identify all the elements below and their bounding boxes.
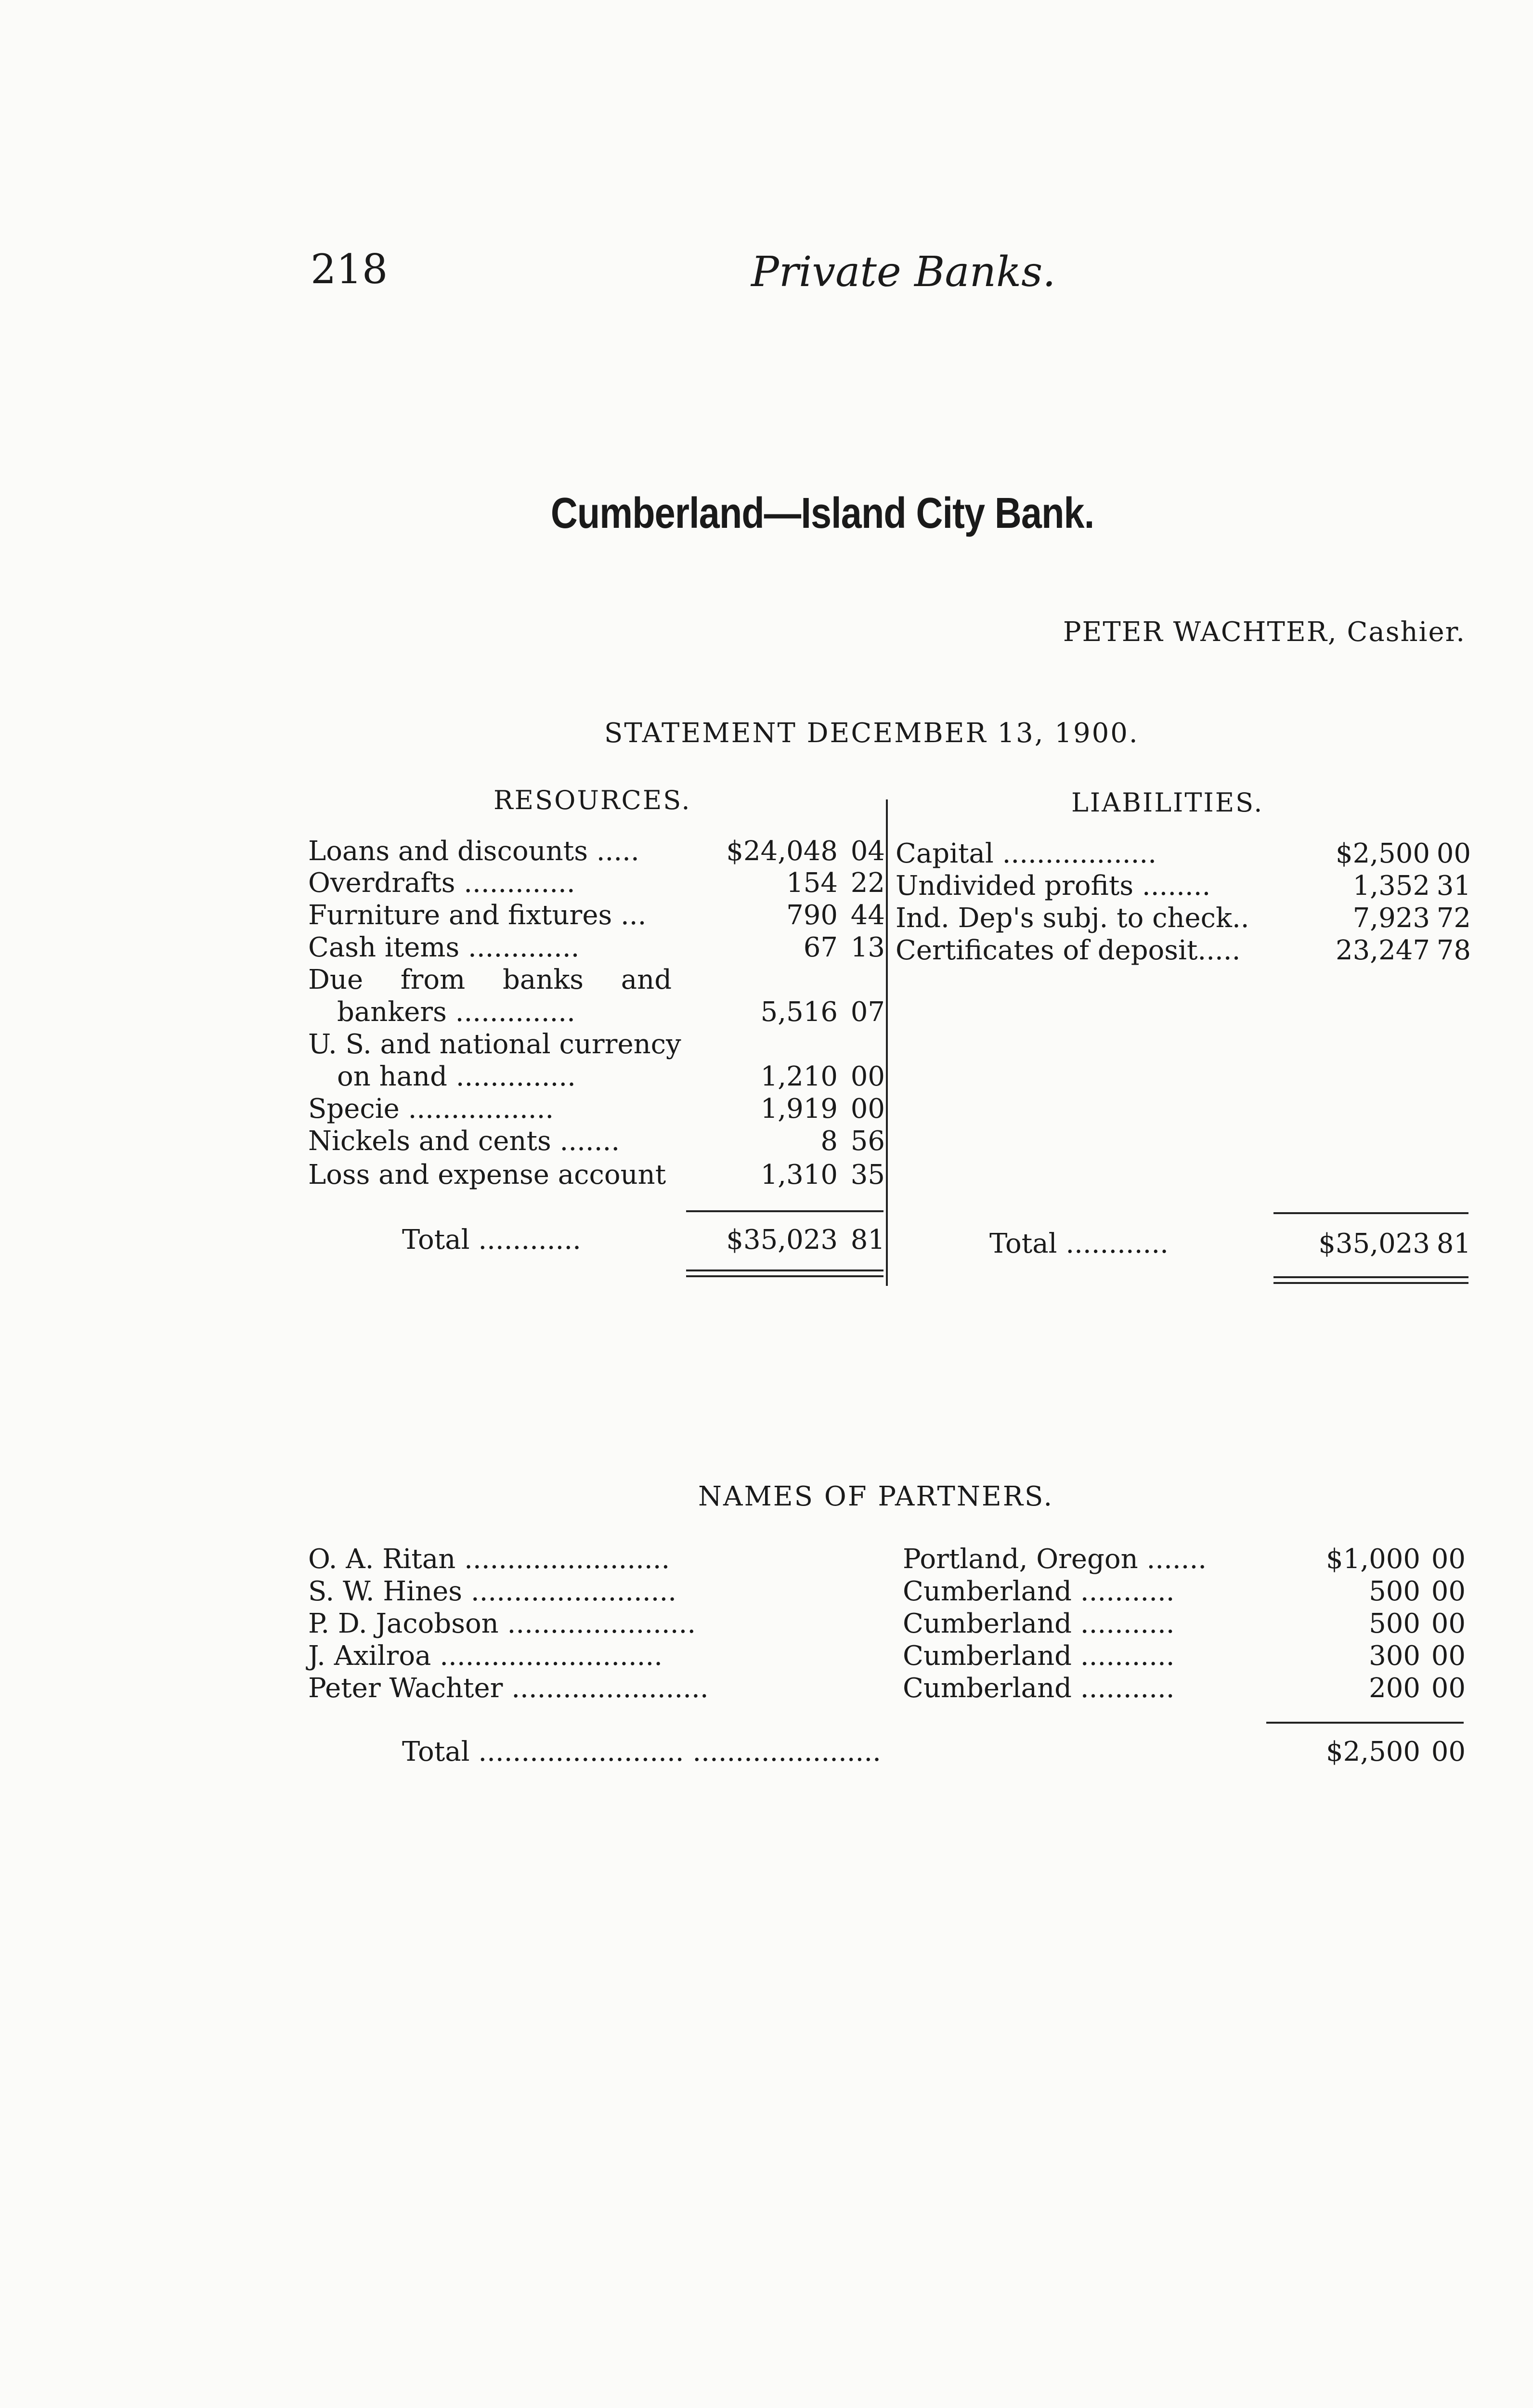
column-divider [886,799,888,1286]
row-dollars: 154 [786,867,838,899]
row-dollars: $2,500 [1336,838,1430,869]
row-cents: 07 [850,996,885,1028]
partner-name: J. Axilroa .......................... [308,1640,663,1672]
row-label: Undivided profits ........ [896,870,1211,902]
row-cents: 72 [1436,903,1471,934]
total-dollars: $35,023 [1318,1228,1430,1259]
row-cents: 56 [850,1125,885,1157]
partner-city: Cumberland ........... [903,1673,1175,1704]
row-dollars: 1,210 [760,1061,838,1092]
row-cents: 00 [1436,838,1471,869]
row-dollars: 1,310 [760,1159,838,1191]
row-label: Ind. Dep's subj. to check.. [896,903,1249,934]
row-cents: 22 [850,867,885,899]
row-dollars: 790 [786,900,838,931]
resources-double-rule-bottom [686,1275,883,1277]
partners-total-rule [1266,1722,1464,1724]
partner-name: Peter Wachter ....................... [308,1673,709,1704]
total-dollars: $35,023 [726,1224,838,1256]
row-label: on hand .............. [337,1061,576,1092]
total-dollars: $2,500 [1326,1736,1420,1767]
partner-cents: 00 [1431,1576,1466,1607]
total-cents: 00 [1431,1736,1466,1767]
row-dollars: 23,247 [1336,935,1430,966]
liabilities-total-rule [1273,1212,1468,1214]
bank-title: Cumberland—Island City Bank. [550,489,1094,537]
partner-cents: 00 [1431,1640,1466,1672]
partner-city: Cumberland ........... [903,1640,1175,1672]
partner-cents: 00 [1431,1544,1466,1575]
partner-cents: 00 [1431,1608,1466,1639]
row-dollars: 1,919 [760,1093,838,1125]
row-label: bankers .............. [337,996,575,1028]
total-label: Total ............ [402,1224,581,1256]
row-label: Capital .................. [896,838,1157,869]
partner-name: O. A. Ritan ........................ [308,1544,670,1575]
running-head: Private Banks. [751,248,1056,296]
row-dollars: 67 [803,932,838,963]
row-label: Specie ................. [308,1093,554,1125]
partner-city: Cumberland ........... [903,1608,1175,1639]
row-cents: 04 [850,836,885,867]
row-label: Certificates of deposit..... [896,935,1241,966]
row-dollars: $24,048 [726,836,838,867]
row-dollars: 8 [820,1125,838,1157]
row-cents: 00 [850,1093,885,1125]
row-dollars: 7,923 [1352,903,1430,934]
partner-dollars: 200 [1369,1673,1420,1704]
partner-city: Portland, Oregon ....... [903,1544,1207,1575]
total-label: Total ........................ ...................... [402,1736,881,1767]
partner-dollars: $1,000 [1326,1544,1420,1575]
cashier-line: PETER WACHTER, Cashier. [1063,616,1466,648]
row-label: Loans and discounts ..... [308,836,639,867]
partner-name: P. D. Jacobson ...................... [308,1608,696,1639]
partner-cents: 00 [1431,1673,1466,1704]
page-number: 218 [311,246,388,293]
partner-name: S. W. Hines ........................ [308,1576,677,1607]
row-cents: 31 [1436,870,1471,902]
resources-double-rule-top [686,1269,883,1271]
total-cents: 81 [1436,1228,1471,1259]
row-label: Due from banks and [308,964,672,995]
partner-dollars: 500 [1369,1608,1420,1639]
partner-city: Cumberland ........... [903,1576,1175,1607]
row-label: Cash items ............. [308,932,580,963]
statement-date: STATEMENT DECEMBER 13, 1900. [604,718,1139,749]
row-label: Nickels and cents ....... [308,1125,620,1157]
row-cents: 13 [850,932,885,963]
liabilities-heading: LIABILITIES. [1071,787,1264,818]
row-cents: 00 [850,1061,885,1092]
row-cents: 78 [1436,935,1471,966]
partner-dollars: 500 [1369,1576,1420,1607]
row-label: Overdrafts ............. [308,867,575,899]
liabilities-double-rule-top [1273,1276,1468,1278]
partners-heading: NAMES OF PARTNERS. [698,1481,1054,1512]
row-label: Furniture and fixtures ... [308,900,647,931]
row-label: U. S. and national currency [308,1029,681,1060]
row-cents: 44 [850,900,885,931]
total-label: Total ............ [989,1228,1169,1259]
row-dollars: 5,516 [760,996,838,1028]
resources-total-rule [686,1210,883,1212]
resources-heading: RESOURCES. [494,785,691,815]
row-dollars: 1,352 [1352,870,1430,902]
row-label: Loss and expense account [308,1159,666,1191]
partner-dollars: 300 [1369,1640,1420,1672]
row-cents: 35 [850,1159,885,1191]
total-cents: 81 [850,1224,885,1256]
liabilities-double-rule-bottom [1273,1282,1468,1284]
